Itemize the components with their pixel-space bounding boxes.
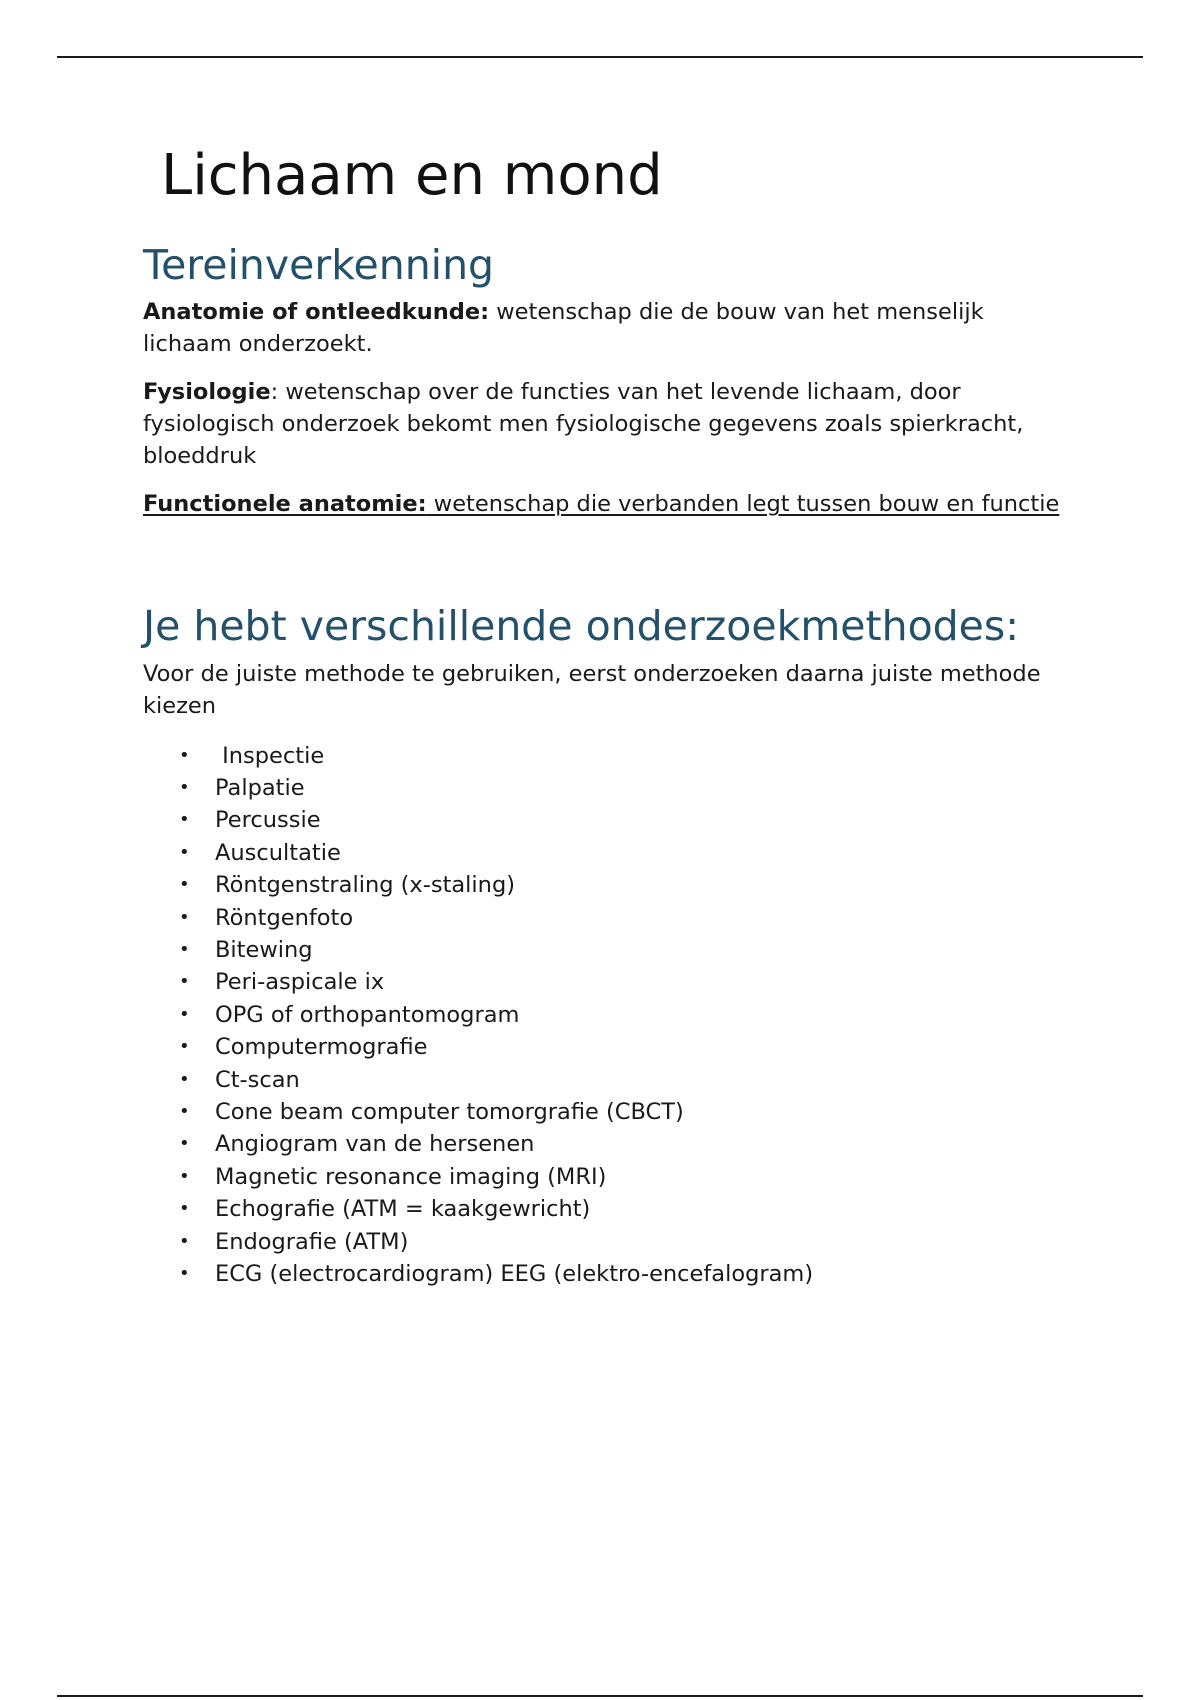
list-item-text: Röntgenfoto (215, 904, 354, 931)
definition-text: : wetenschap over de functies van het levende lichaam, door fysiologisch onderzoek bekomt men fysiologische gegevens zoals spierkracht, bloeddruk (143, 379, 1024, 470)
bullet-icon: • (179, 841, 190, 863)
definition-term: Functionele anatomie: (143, 491, 427, 518)
list-item-text: ECG (electrocardiogram) EEG (elektro-encefalogram) (215, 1261, 814, 1288)
list-item (179, 1258, 1063, 1290)
list-item (179, 1226, 1063, 1258)
list-item-text: Palpatie (215, 774, 305, 801)
list-item (179, 999, 1063, 1031)
bullet-icon: • (179, 1003, 190, 1025)
list-item-text: OPG of orthopantomogram (215, 1001, 520, 1028)
list-item (179, 1096, 1063, 1128)
bullet-icon: • (179, 1263, 190, 1285)
list-item (179, 740, 1063, 772)
document-title: Lichaam en mond (161, 143, 663, 208)
list-item-text: Angiogram van de hersenen (215, 1131, 535, 1158)
list-item (179, 804, 1063, 836)
list-item (179, 1161, 1063, 1193)
list-item-text: Auscultatie (215, 839, 341, 866)
definition-fysiologie (143, 376, 1063, 472)
bullet-icon: • (179, 1230, 190, 1252)
definition-text: wetenschap die de bouw van het menselijk lichaam onderzoekt. (143, 299, 984, 358)
bullet-icon: • (179, 776, 190, 798)
list-item (179, 966, 1063, 998)
list-item-text: Inspectie (215, 742, 325, 769)
list-item (179, 837, 1063, 869)
methods-list (143, 740, 1063, 1291)
bullet-icon: • (179, 906, 190, 928)
definition-functionele-anatomie (143, 488, 1063, 520)
list-item (179, 1031, 1063, 1063)
bullet-icon: • (179, 874, 190, 896)
bullet-icon: • (179, 744, 190, 766)
list-item (179, 934, 1063, 966)
list-item-text: Percussie (215, 807, 321, 834)
section-intro: Voor de juiste methode te gebruiken, eerst onderzoeken daarna juiste methode kiezen (143, 660, 1041, 719)
definition-term: Anatomie of ontleedkunde: (143, 299, 490, 326)
bullet-icon: • (179, 1133, 190, 1155)
bullet-icon: • (179, 971, 190, 993)
bullet-icon: • (179, 1068, 190, 1090)
list-item-text: Computermografie (215, 1034, 428, 1061)
definition-term: Fysiologie (143, 379, 271, 406)
list-item-text: Bitewing (215, 937, 313, 963)
bullet-icon: • (179, 1165, 190, 1187)
top-rule (57, 56, 1143, 58)
list-item (179, 869, 1063, 901)
list-item-text: Echografie (ATM = kaakgewricht) (215, 1196, 591, 1223)
list-item-text: Röntgenstraling (x-staling) (215, 872, 516, 899)
definition-anatomie (143, 296, 1063, 360)
list-item (179, 1193, 1063, 1225)
definition-text: wetenschap die verbanden legt tussen bouw en functie (426, 491, 1060, 518)
list-item-text: Magnetic resonance imaging (MRI) (215, 1163, 607, 1190)
list-item (179, 772, 1063, 804)
document-body (143, 130, 1063, 1290)
bullet-icon: • (179, 809, 190, 831)
bullet-icon: • (179, 1198, 190, 1220)
bottom-rule (57, 1695, 1143, 1697)
list-item-text: Peri-aspicale ix (215, 969, 385, 996)
list-item (179, 1064, 1063, 1096)
bullet-icon: • (179, 1036, 190, 1058)
list-item (179, 902, 1063, 934)
list-item-text: Ct-scan (215, 1066, 300, 1093)
list-item-text: Cone beam computer tomorgrafie (CBCT) (215, 1099, 684, 1126)
bullet-icon: • (179, 1101, 190, 1123)
section-heading-onderzoekmethodes: Je hebt verschillende onderzoekmethodes: (143, 602, 1020, 651)
list-item-text: Endografie (ATM) (215, 1228, 409, 1255)
bullet-icon: • (179, 939, 190, 960)
section-heading-terreinverkenning: Tereinverkenning (143, 241, 495, 290)
list-item (179, 1128, 1063, 1160)
